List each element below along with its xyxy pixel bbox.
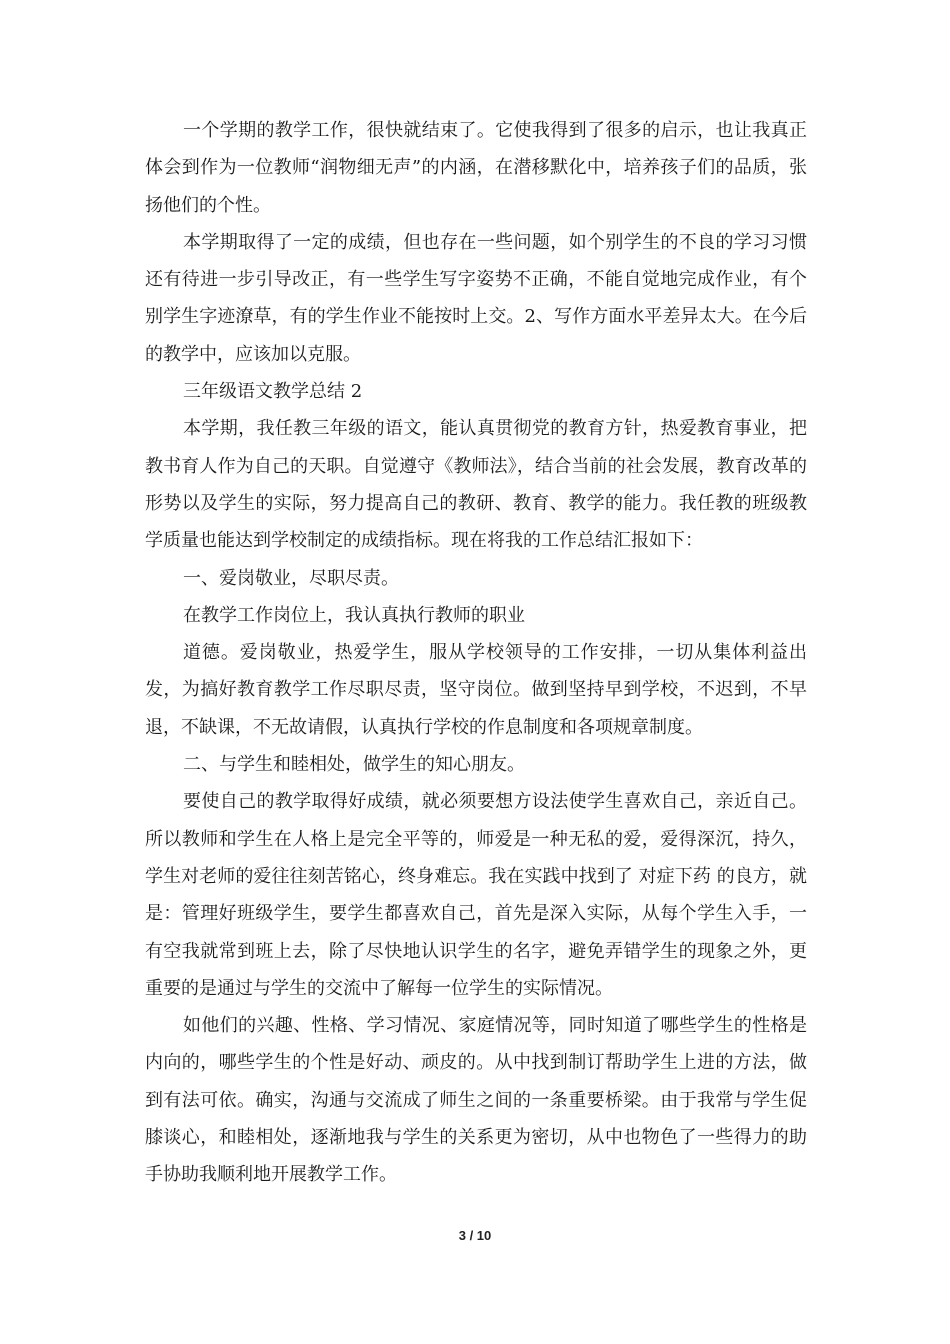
paragraph-4: 在教学工作岗位上，我认真执行教师的职业 [183,604,525,626]
paragraph-5: 道德。爱岗敬业，热爱学生，服从学校领导的工作安排，一切从集体利益出发，为搞好教育教学工作尽职尽责，坚守岗位。做到坚持早到学校，不迟到，不早退，不缺课，不无故请假，认真执行学校的作息制度和各项规章制度。 [145,642,807,738]
paragraph-2: 本学期取得了一定的成绩，但也存在一些问题，如个别学生的不良的学习习惯还有待进一步引导改正，有一些学生写字姿势不正确，不能自觉地完成作业，有个别学生字迹潦草，有的学生作业不能按时上交。2、写作方面水平差异太大。在今后的教学中，应该加以克服。 [145,231,807,365]
subheading-2: 二、与学生和睦相处，做学生的知心朋友。 [183,754,525,776]
document-body [145,112,807,1194]
section-heading-2: 三年级语文教学总结 2 [183,381,363,403]
paragraph-3: 本学期，我任教三年级的语文，能认真贯彻党的教育方针，热爱教育事业，把教书育人作为自己的天职。自觉遵守《教师法》，结合当前的社会发展，教育改革的形势以及学生的实际，努力提高自己的教研、教育、教学的能力。我任教的班级教学质量也能达到学校制定的成绩指标。现在将我的工作总结汇报如下： [145,418,807,552]
paragraph-6: 要使自己的教学取得好成绩，就必须要想方设法使学生喜欢自己，亲近自己。所以教师和学生在人格上是完全平等的，师爱是一种无私的爱，爱得深沉，持久，学生对老师的爱往往刻苦铭心，终身难忘。我在实践中找到了 对症下药 的良方，就是：管理好班级学生，要学生都喜欢自己，首先是深入实际，从每个学生入手，一有空我就常到班上去，除了尽快地认识学生的名字，避免弄错学生的现象之外，更重要的是通过与学生的交流中了解每一位学生的实际情况。 [145,791,807,999]
subheading-1: 一、爱岗敬业，尽职尽责。 [183,567,399,589]
paragraph-1: 一个学期的教学工作，很快就结束了。它使我得到了很多的启示，也让我真正体会到作为一位教师“润物细无声”的内涵，在潜移默化中，培养孩子们的品质，张扬他们的个性。 [145,120,807,216]
paragraph-7: 如他们的兴趣、性格、学习情况、家庭情况等，同时知道了哪些学生的性格是内向的，哪些学生的个性是好动、顽皮的。从中找到制订帮助学生上进的方法，做到有法可依。确实，沟通与交流成了师生之间的一条重要桥梁。由于我常与学生促膝谈心，和睦相处，逐渐地我与学生的关系更为密切，从中也物色了一些得力的助手协助我顺利地开展教学工作。 [145,1015,807,1186]
page-number: 3 / 10 [458,1228,492,1243]
